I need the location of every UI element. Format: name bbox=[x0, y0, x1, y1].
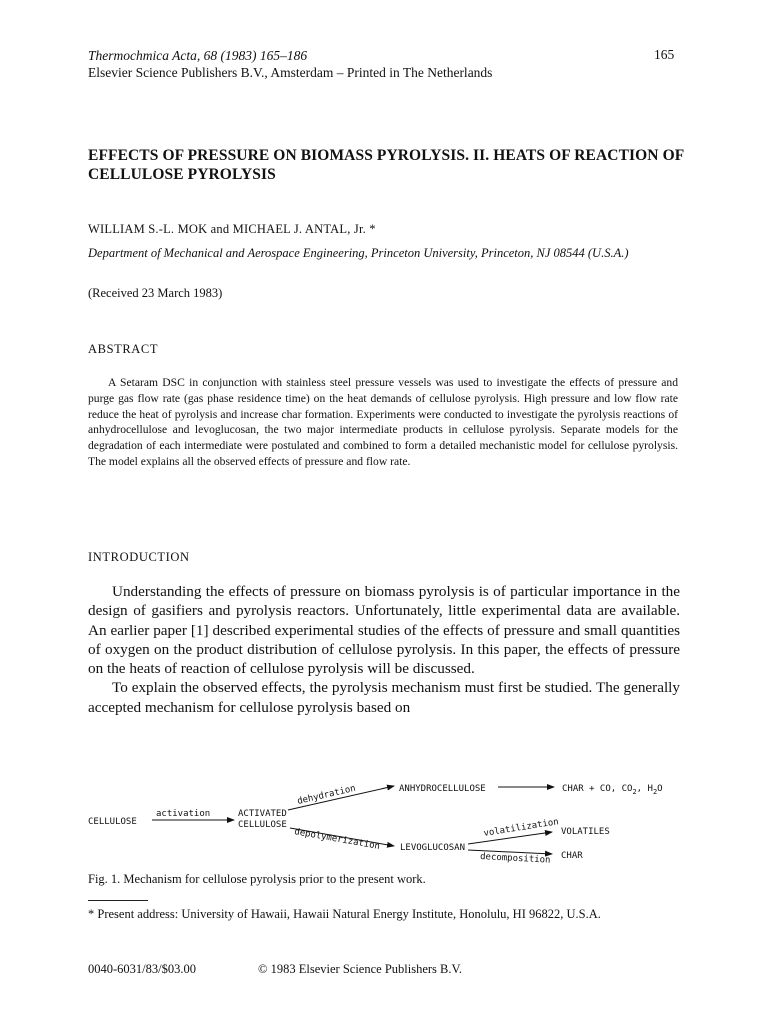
intro-paragraph-1: Understanding the effects of pressure on biomass pyrolysis is of particular importance in the design of gasifiers and pyrolysis reactors. Unfortunately, little experimental data are available. An earlier paper [1] described experimental studies of the effects of pressure and small quantities of oxygen on the product distribution of cellulose pyrolysis. In this paper, the effects of pressure on the heats of reaction of cellulose pyrolysis will be discussed. bbox=[88, 583, 680, 678]
figure-caption: Fig. 1. Mechanism for cellulose pyrolysis prior to the present work. bbox=[88, 872, 426, 886]
authors: WILLIAM S.-L. MOK and MICHAEL J. ANTAL, Jr. * bbox=[88, 222, 376, 236]
node-char: CHAR bbox=[561, 851, 583, 861]
node-activated-line2: CELLULOSE bbox=[238, 820, 287, 830]
received-date: (Received 23 March 1983) bbox=[88, 286, 223, 300]
footnote-divider bbox=[88, 900, 148, 901]
node-anhydrocellulose: ANHYDROCELLULOSE bbox=[399, 784, 486, 794]
affiliation: Department of Mechanical and Aerospace Engineering, Princeton University, Princeton, NJ 08544 (U.S.A.) bbox=[88, 246, 629, 260]
paper-title: EFFECTS OF PRESSURE ON BIOMASS PYROLYSIS. II. HEATS OF REACTION OF CELLULOSE PYROLYSIS bbox=[88, 147, 684, 183]
node-cellulose: CELLULOSE bbox=[88, 817, 137, 827]
edge-label-decomposition: decomposition bbox=[479, 852, 551, 866]
footer-code: 0040-6031/83/$03.00 bbox=[88, 962, 196, 976]
edge-label-dehydration: dehydration bbox=[296, 783, 357, 807]
introduction-body bbox=[88, 582, 680, 717]
footnote: * Present address: University of Hawaii, Hawaii Natural Energy Institute, Honolulu, HI 96822, U.S.A. bbox=[88, 907, 601, 921]
page-number: 165 bbox=[654, 47, 675, 62]
journal-citation: Thermochmica Acta, 68 (1983) 165–186 bbox=[88, 48, 308, 63]
edge-label-activation: activation bbox=[156, 809, 211, 819]
abstract-heading: ABSTRACT bbox=[88, 342, 159, 356]
mechanism-figure bbox=[88, 770, 688, 870]
node-char-gases: CHAR + CO, $CO_2$, $H_2O$ bbox=[562, 784, 663, 796]
edge-label-depolymerization: depolymerization bbox=[293, 827, 381, 853]
node-volatiles: VOLATILES bbox=[561, 827, 610, 837]
node-activated: ACTIVATED bbox=[238, 809, 287, 819]
intro-paragraph-2: To explain the observed effects, the pyrolysis mechanism must first be studied. The generally accepted mechanism for cellulose pyrolysis based on bbox=[88, 679, 680, 716]
introduction-heading: INTRODUCTION bbox=[88, 550, 190, 564]
mechanism-diagram bbox=[88, 770, 688, 870]
footer-copyright: © 1983 Elsevier Science Publishers B.V. bbox=[258, 962, 463, 976]
abstract-body bbox=[88, 375, 678, 470]
edge-label-volatilization: volatilization bbox=[482, 817, 560, 839]
publisher-line: Elsevier Science Publishers B.V., Amsterdam – Printed in The Netherlands bbox=[88, 65, 493, 80]
abstract-paragraph: A Setaram DSC in conjunction with stainless steel pressure vessels was used to investigate the effects of pressure and purge gas flow rate (gas phase residence time) on the heat demands of cellulose pyrolysis. High pressure and low flow rate reduce the heat of pyrolysis and increase char formation. Experiments were conducted to investigate the pyrolysis reactions of anhydrocellulose and levoglucosan, the two major intermediate products in cellulose pyrolysis. Separate models for the degradation of each intermediate were postulated and combined to form a detailed mechanistic model for cellulose pyrolysis. The model explains all the observed effects of pressure and flow rate. bbox=[88, 376, 678, 468]
node-levoglucosan: LEVOGLUCOSAN bbox=[400, 843, 466, 853]
